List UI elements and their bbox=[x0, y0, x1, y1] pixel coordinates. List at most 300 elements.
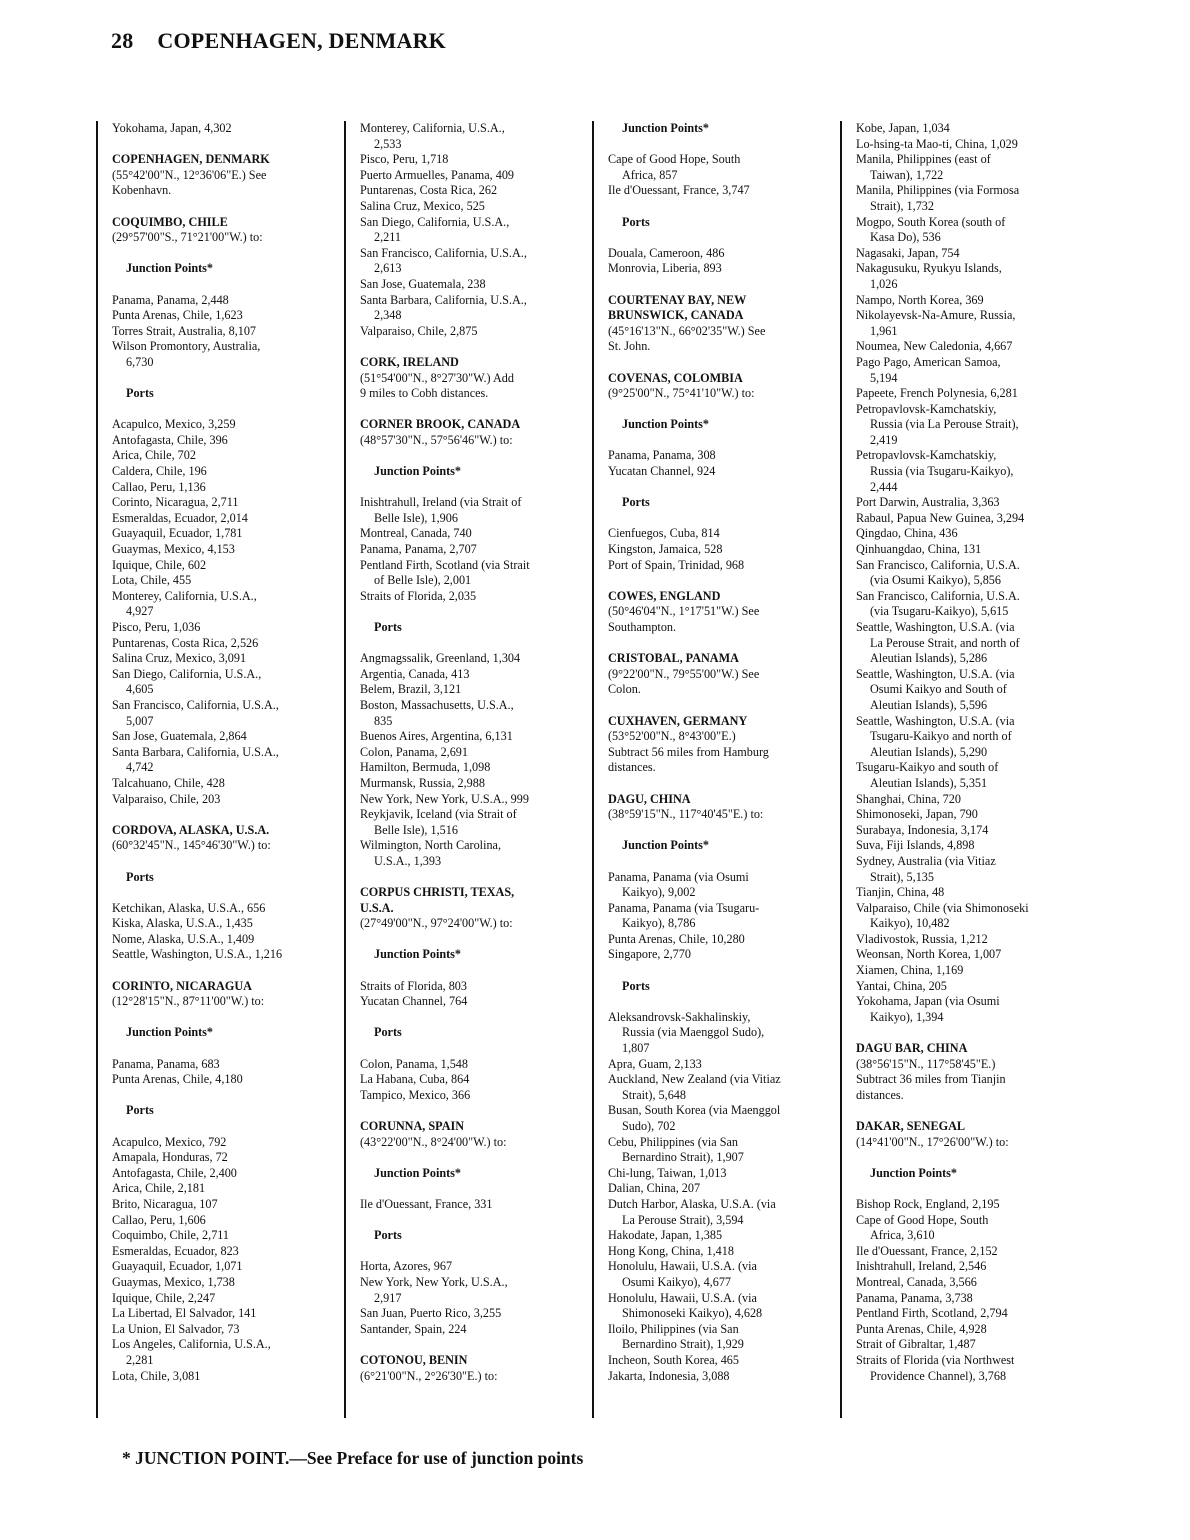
entry-line: (50°46'04"N., 1°17'51"W.) See bbox=[608, 604, 760, 619]
entry-line: Kaikyo), 8,786 bbox=[622, 916, 696, 931]
entry-line: Apra, Guam, 2,133 bbox=[608, 1056, 702, 1071]
entry-line: Salina Cruz, Mexico, 3,091 bbox=[112, 651, 247, 666]
subheading: Junction Points* bbox=[374, 464, 462, 479]
entry-line: Kobenhavn. bbox=[112, 183, 172, 198]
entry-line: La Libertad, El Salvador, 141 bbox=[112, 1306, 257, 1321]
entry-line: Santa Barbara, California, U.S.A., bbox=[112, 744, 279, 759]
entry-line: Pentland Firth, Scotland (via Strait bbox=[360, 557, 530, 572]
entry-line: 2,211 bbox=[374, 230, 401, 245]
entry-line: Suva, Fiji Islands, 4,898 bbox=[856, 838, 975, 853]
entry-line: Petropavlovsk-Kamchatskiy, bbox=[856, 448, 997, 463]
entry-line: Shanghai, China, 720 bbox=[856, 791, 961, 806]
entry-line: Tampico, Mexico, 366 bbox=[360, 1087, 471, 1102]
entry-line: Inishtrahull, Ireland, 2,546 bbox=[856, 1259, 987, 1274]
spacer bbox=[112, 1119, 324, 1135]
entry-line: Kaikyo), 9,002 bbox=[622, 885, 696, 900]
entry-line: Coquimbo, Chile, 2,711 bbox=[112, 1228, 230, 1243]
spacer bbox=[112, 402, 324, 418]
spacer bbox=[608, 433, 824, 449]
entry-line: Iquique, Chile, 2,247 bbox=[112, 1290, 216, 1305]
entry-line: 9 miles to Cobh distances. bbox=[360, 386, 489, 401]
entry-line: Colon, Panama, 2,691 bbox=[360, 744, 468, 759]
spacer bbox=[608, 636, 824, 652]
entry-line: Guaymas, Mexico, 1,738 bbox=[112, 1274, 235, 1289]
entry-line: Punta Arenas, Chile, 4,928 bbox=[856, 1321, 987, 1336]
subheading: Junction Points* bbox=[126, 261, 214, 276]
column-3 bbox=[592, 121, 824, 1418]
spacer bbox=[112, 199, 324, 215]
entry-line: Strait), 5,135 bbox=[870, 869, 934, 884]
entry-line: Lo-hsing-ta Mao-ti, China, 1,029 bbox=[856, 136, 1018, 151]
entry-line: Manila, Philippines (via Formosa bbox=[856, 183, 1020, 198]
entry-line: Esmeraldas, Ecuador, 823 bbox=[112, 1243, 239, 1258]
entry-line: Ile d'Ouessant, France, 331 bbox=[360, 1196, 493, 1211]
entry-line: Antofagasta, Chile, 2,400 bbox=[112, 1165, 237, 1180]
entry-line: Tsugaru-Kaikyo and north of bbox=[870, 729, 1012, 744]
spacer bbox=[112, 137, 324, 153]
entry-line: Puntarenas, Costa Rica, 2,526 bbox=[112, 635, 259, 650]
entry-line: Incheon, South Korea, 465 bbox=[608, 1352, 739, 1367]
column-4 bbox=[840, 121, 1070, 1418]
entry-line: 2,444 bbox=[870, 479, 898, 494]
entry-line: Guayaquil, Ecuador, 1,071 bbox=[112, 1259, 243, 1274]
entry-line: 5,007 bbox=[126, 713, 154, 728]
spacer bbox=[112, 1041, 324, 1057]
spacer bbox=[360, 339, 576, 355]
entry-line: Strait of Gibraltar, 1,487 bbox=[856, 1337, 976, 1352]
entry-line: U.S.A., 1,393 bbox=[374, 853, 442, 868]
subheading: Ports bbox=[622, 214, 650, 229]
subheading: Ports bbox=[126, 386, 154, 401]
subheading: Ports bbox=[622, 978, 650, 993]
entry-line: Guaymas, Mexico, 4,153 bbox=[112, 542, 235, 557]
spacer bbox=[856, 1150, 1070, 1166]
entry-line: Kingston, Jamaica, 528 bbox=[608, 542, 723, 557]
subheading: Ports bbox=[374, 1228, 402, 1243]
entry-line: Panama, Panama, 308 bbox=[608, 448, 716, 463]
entry-line: Monterey, California, U.S.A., bbox=[360, 121, 505, 135]
entry-line: Africa, 857 bbox=[622, 167, 678, 182]
entry-line: distances. bbox=[608, 760, 656, 775]
entry-line: Taiwan), 1,722 bbox=[870, 167, 944, 182]
entry-line: Douala, Cameroon, 486 bbox=[608, 245, 725, 260]
entry-line: Bernardino Strait), 1,929 bbox=[622, 1337, 744, 1352]
spacer bbox=[360, 1150, 576, 1166]
entry-line: (12°28'15"N., 87°11'00"W.) to: bbox=[112, 994, 265, 1009]
entry-line: La Union, El Salvador, 73 bbox=[112, 1321, 240, 1336]
subheading: Junction Points* bbox=[622, 838, 710, 853]
entry-line: Pentland Firth, Scotland, 2,794 bbox=[856, 1306, 1008, 1321]
entry-line: 1,807 bbox=[622, 1041, 650, 1056]
entry-line: Valparaiso, Chile, 2,875 bbox=[360, 323, 478, 338]
entry-line: Panama, Panama (via Tsugaru- bbox=[608, 900, 760, 915]
spacer bbox=[856, 1103, 1070, 1119]
entry-line: Guayaquil, Ecuador, 1,781 bbox=[112, 526, 243, 541]
entry-line: (51°54'00"N., 8°27'30"W.) Add bbox=[360, 370, 514, 385]
entry-line: (53°52'00"N., 8°43'00"E.) bbox=[608, 729, 736, 744]
entry-heading: COTONOU, BENIN bbox=[360, 1352, 468, 1367]
entry-line: Amapala, Honduras, 72 bbox=[112, 1150, 228, 1165]
entry-line: Busan, South Korea (via Maenggol bbox=[608, 1103, 781, 1118]
entry-line: Honolulu, Hawaii, U.S.A. (via bbox=[608, 1290, 757, 1305]
entry-line: Panama, Panama (via Osumi bbox=[608, 869, 749, 884]
entry-line: Lota, Chile, 455 bbox=[112, 573, 192, 588]
entry-line: Cebu, Philippines (via San bbox=[608, 1134, 738, 1149]
spacer bbox=[112, 1010, 324, 1026]
spacer bbox=[360, 1213, 576, 1229]
entry-line: Vladivostok, Russia, 1,212 bbox=[856, 931, 988, 946]
subheading: Junction Points* bbox=[126, 1025, 214, 1040]
entry-line: Buenos Aires, Argentina, 6,131 bbox=[360, 729, 513, 744]
entry-line: Hakodate, Japan, 1,385 bbox=[608, 1228, 723, 1243]
entry-line: 2,419 bbox=[870, 432, 898, 447]
entry-line: Port Darwin, Australia, 3,363 bbox=[856, 495, 1000, 510]
entry-line: Montreal, Canada, 740 bbox=[360, 526, 472, 541]
entry-line: Caldera, Chile, 196 bbox=[112, 464, 207, 479]
entry-line: Cape of Good Hope, South bbox=[856, 1212, 989, 1227]
entry-line: Seattle, Washington, U.S.A., 1,216 bbox=[112, 947, 283, 962]
entry-line: 4,605 bbox=[126, 682, 154, 697]
entry-line: Russia (via Tsugaru-Kaikyo), bbox=[870, 464, 1014, 479]
entry-heading: CORDOVA, ALASKA, U.S.A. bbox=[112, 822, 270, 837]
subheading: Junction Points* bbox=[622, 417, 710, 432]
entry-line: Singapore, 2,770 bbox=[608, 947, 691, 962]
entry-line: Seattle, Washington, U.S.A. (via bbox=[856, 620, 1015, 634]
entry-line: Southampton. bbox=[608, 620, 677, 634]
junction-point-footnote: * JUNCTION POINT.—See Preface for use of junction points bbox=[122, 1448, 584, 1468]
entry-heading: CORUNNA, SPAIN bbox=[360, 1119, 465, 1133]
entry-line: Shimonoseki, Japan, 790 bbox=[856, 807, 978, 822]
entry-line: Cape of Good Hope, South bbox=[608, 152, 741, 167]
entry-line: Lota, Chile, 3,081 bbox=[112, 1368, 201, 1383]
entry-line: La Perouse Strait), 3,594 bbox=[622, 1212, 744, 1227]
entry-line: Papeete, French Polynesia, 6,281 bbox=[856, 386, 1018, 401]
entry-line: Acapulco, Mexico, 3,259 bbox=[112, 417, 236, 432]
entry-line: Monterey, California, U.S.A., bbox=[112, 588, 257, 603]
entry-line: Nikolayevsk-Na-Amure, Russia, bbox=[856, 308, 1016, 323]
entry-line: Punta Arenas, Chile, 1,623 bbox=[112, 308, 243, 323]
entry-line: Providence Channel), 3,768 bbox=[870, 1368, 1007, 1383]
entry-line: Panama, Panama, 2,707 bbox=[360, 542, 477, 557]
entry-line: Santa Barbara, California, U.S.A., bbox=[360, 292, 527, 307]
entry-line: Angmagssalik, Greenland, 1,304 bbox=[360, 651, 521, 666]
entry-line: Pisco, Peru, 1,718 bbox=[360, 152, 449, 167]
entry-line: Kaikyo), 1,394 bbox=[870, 1009, 944, 1024]
entry-line: La Perouse Strait, and north of bbox=[870, 635, 1020, 650]
spacer bbox=[608, 573, 824, 589]
spacer bbox=[112, 854, 324, 870]
entry-line: Horta, Azores, 967 bbox=[360, 1259, 453, 1274]
entry-line: Subtract 36 miles from Tianjin bbox=[856, 1072, 1006, 1087]
entry-line: New York, New York, U.S.A., 999 bbox=[360, 791, 529, 806]
entry-line: Panama, Panama, 683 bbox=[112, 1056, 220, 1071]
entry-line: Ketchikan, Alaska, U.S.A., 656 bbox=[112, 900, 266, 915]
entry-line: Nagasaki, Japan, 754 bbox=[856, 245, 960, 260]
spacer bbox=[360, 1041, 576, 1057]
subheading: Ports bbox=[374, 1025, 402, 1040]
entry-line: (29°57'00"S., 71°21'00"W.) to: bbox=[112, 230, 263, 245]
spacer bbox=[112, 1088, 324, 1104]
entry-line: Yokohama, Japan, 4,302 bbox=[112, 121, 232, 135]
subheading: Ports bbox=[126, 1103, 154, 1118]
entry-heading: COWES, ENGLAND bbox=[608, 588, 721, 603]
entry-line: Cienfuegos, Cuba, 814 bbox=[608, 526, 720, 541]
subheading: Ports bbox=[622, 495, 650, 510]
entry-line: Aleutian Islands), 5,290 bbox=[870, 744, 988, 759]
entry-line: 2,533 bbox=[374, 136, 402, 151]
entry-line: Kiska, Alaska, U.S.A., 1,435 bbox=[112, 916, 253, 931]
entry-line: Punta Arenas, Chile, 4,180 bbox=[112, 1072, 243, 1087]
entry-line: Panama, Panama, 3,738 bbox=[856, 1290, 973, 1305]
entry-line: Kobe, Japan, 1,034 bbox=[856, 121, 950, 135]
subheading: Junction Points* bbox=[870, 1165, 958, 1180]
entry-line: 2,917 bbox=[374, 1290, 402, 1305]
entry-line: Nakagusuku, Ryukyu Islands, bbox=[856, 261, 1002, 276]
entry-heading: CUXHAVEN, GERMANY bbox=[608, 713, 748, 728]
entry-line: La Habana, Cuba, 864 bbox=[360, 1072, 470, 1087]
entry-line: St. John. bbox=[608, 339, 651, 354]
entry-line: Subtract 56 miles from Hamburg bbox=[608, 744, 769, 759]
entry-line: Puerto Armuelles, Panama, 409 bbox=[360, 167, 515, 182]
spacer bbox=[360, 963, 576, 979]
entry-heading: CORNER BROOK, CANADA bbox=[360, 417, 521, 432]
entry-line: (45°16'13"N., 66°02'35"W.) See bbox=[608, 323, 766, 338]
column-1 bbox=[96, 121, 324, 1418]
page-header bbox=[111, 28, 446, 54]
entry-heading: CORPUS CHRISTI, TEXAS, bbox=[360, 885, 515, 900]
subheading: Junction Points* bbox=[374, 947, 462, 962]
entry-line: New York, New York, U.S.A., bbox=[360, 1274, 508, 1289]
spacer bbox=[608, 199, 824, 215]
entry-line: Noumea, New Caledonia, 4,667 bbox=[856, 339, 1013, 354]
entry-line: Africa, 3,610 bbox=[870, 1228, 935, 1243]
entry-line: Los Angeles, California, U.S.A., bbox=[112, 1337, 271, 1352]
entry-line: Iquique, Chile, 602 bbox=[112, 557, 207, 572]
spacer bbox=[112, 277, 324, 293]
entry-line: (43°22'00"N., 8°24'00"W.) to: bbox=[360, 1134, 507, 1149]
entry-line: 2,348 bbox=[374, 308, 402, 323]
entry-line: Rabaul, Papua New Guinea, 3,294 bbox=[856, 510, 1025, 525]
entry-line: (55°42'00"N., 12°36'06"E.) See bbox=[112, 167, 267, 182]
entry-line: San Francisco, California, U.S.A., bbox=[360, 245, 527, 260]
spacer bbox=[112, 807, 324, 823]
spacer bbox=[360, 870, 576, 886]
entry-heading: COVENAS, COLOMBIA bbox=[608, 370, 743, 385]
spacer bbox=[112, 371, 324, 387]
entry-line: Straits of Florida, 2,035 bbox=[360, 588, 477, 603]
entry-line: Qingdao, China, 436 bbox=[856, 526, 958, 541]
entry-line: 5,194 bbox=[870, 370, 898, 385]
entry-line: San Jose, Guatemala, 238 bbox=[360, 276, 486, 291]
spacer bbox=[856, 1181, 1070, 1197]
entry-line: (38°56'15"N., 117°58'45"E.) bbox=[856, 1056, 996, 1071]
spacer bbox=[608, 277, 824, 293]
entry-line: 6,730 bbox=[126, 354, 154, 369]
subheading: Junction Points* bbox=[622, 121, 710, 135]
entry-line: San Diego, California, U.S.A., bbox=[360, 214, 510, 229]
subheading: Junction Points* bbox=[374, 1165, 462, 1180]
entry-line: 835 bbox=[374, 713, 393, 728]
entry-heading: DAGU, CHINA bbox=[608, 791, 691, 806]
entry-line: Jakarta, Indonesia, 3,088 bbox=[608, 1368, 730, 1383]
entry-line: Yucatan Channel, 764 bbox=[360, 994, 468, 1009]
spacer bbox=[608, 994, 824, 1010]
entry-line: Valparaiso, Chile (via Shimonoseki bbox=[856, 900, 1029, 915]
entry-line: (60°32'45"N., 145°46'30"W.) to: bbox=[112, 838, 271, 853]
spacer bbox=[112, 246, 324, 262]
entry-line: Shimonoseki Kaikyo), 4,628 bbox=[622, 1306, 763, 1321]
entry-line: Callao, Peru, 1,136 bbox=[112, 479, 206, 494]
entry-line: Santander, Spain, 224 bbox=[360, 1321, 467, 1336]
entry-line: Xiamen, China, 1,169 bbox=[856, 963, 964, 978]
entry-line: Colon. bbox=[608, 682, 641, 697]
entry-line: Esmeraldas, Ecuador, 2,014 bbox=[112, 510, 248, 525]
entry-line: 1,961 bbox=[870, 323, 898, 338]
entry-line: Nome, Alaska, U.S.A., 1,409 bbox=[112, 931, 255, 946]
entry-line: 4,927 bbox=[126, 604, 154, 619]
entry-line: Kasa Do), 536 bbox=[870, 230, 941, 245]
entry-line: (9°25'00"N., 75°41'10"W.) to: bbox=[608, 386, 755, 401]
entry-line: Panama, Panama, 2,448 bbox=[112, 292, 229, 307]
entry-line: Osumi Kaikyo), 4,677 bbox=[622, 1274, 732, 1289]
spacer bbox=[360, 448, 576, 464]
entry-line: Inishtrahull, Ireland (via Strait of bbox=[360, 495, 522, 510]
spacer bbox=[360, 402, 576, 418]
entry-heading: BRUNSWICK, CANADA bbox=[608, 308, 744, 323]
entry-heading: COQUIMBO, CHILE bbox=[112, 214, 228, 229]
spacer bbox=[112, 885, 324, 901]
subheading: Ports bbox=[126, 869, 154, 884]
entry-line: 2,613 bbox=[374, 261, 402, 276]
entry-line: Strait), 1,732 bbox=[870, 198, 934, 213]
entry-line: San Francisco, California, U.S.A. bbox=[856, 557, 1020, 572]
entry-line: 1,026 bbox=[870, 276, 898, 291]
entry-line: Straits of Florida, 803 bbox=[360, 978, 467, 993]
entry-line: Wilson Promontory, Australia, bbox=[112, 339, 261, 354]
entry-line: Salina Cruz, Mexico, 525 bbox=[360, 198, 485, 213]
spacer bbox=[608, 823, 824, 839]
column-2 bbox=[344, 121, 576, 1418]
entry-line: (27°49'00"N., 97°24'00"W.) to: bbox=[360, 916, 513, 931]
spacer bbox=[360, 636, 576, 652]
entry-line: Antofagasta, Chile, 396 bbox=[112, 432, 228, 447]
entry-heading: CRISTOBAL, PANAMA bbox=[608, 651, 739, 666]
spacer bbox=[608, 854, 824, 870]
entry-line: Belle Isle), 1,906 bbox=[374, 510, 458, 525]
entry-line: Talcahuano, Chile, 428 bbox=[112, 775, 225, 790]
spacer bbox=[608, 230, 824, 246]
spacer bbox=[608, 698, 824, 714]
entry-line: (48°57'30"N., 57°56'46"W.) to: bbox=[360, 432, 513, 447]
entry-line: Yucatan Channel, 924 bbox=[608, 464, 716, 479]
entry-line: Sudo), 702 bbox=[622, 1119, 676, 1133]
entry-line: Port of Spain, Trinidad, 968 bbox=[608, 557, 745, 572]
entry-line: Aleksandrovsk-Sakhalinskiy, bbox=[608, 1009, 751, 1024]
entry-line: Belem, Brazil, 3,121 bbox=[360, 682, 462, 697]
entry-line: Wilmington, North Carolina, bbox=[360, 838, 502, 853]
entry-line: Arica, Chile, 702 bbox=[112, 448, 196, 463]
entry-line: Brito, Nicaragua, 107 bbox=[112, 1196, 218, 1211]
entry-line: Yokohama, Japan (via Osumi bbox=[856, 994, 1000, 1009]
entry-line: Seattle, Washington, U.S.A. (via bbox=[856, 666, 1015, 681]
entry-line: San Jose, Guatemala, 2,864 bbox=[112, 729, 247, 744]
spacer bbox=[608, 511, 824, 527]
entry-line: Murmansk, Russia, 2,988 bbox=[360, 775, 485, 790]
spacer bbox=[608, 355, 824, 371]
entry-line: Chi-lung, Taiwan, 1,013 bbox=[608, 1165, 727, 1180]
entry-line: Callao, Peru, 1,606 bbox=[112, 1212, 206, 1227]
subheading: Ports bbox=[374, 620, 402, 634]
entry-heading: CORK, IRELAND bbox=[360, 354, 459, 369]
entry-line: Pisco, Peru, 1,036 bbox=[112, 620, 201, 634]
entry-line: Nampo, North Korea, 369 bbox=[856, 292, 984, 307]
entry-line: Belle Isle), 1,516 bbox=[374, 822, 458, 837]
spacer bbox=[608, 963, 824, 979]
spacer bbox=[360, 480, 576, 496]
entry-heading: COURTENAY BAY, NEW bbox=[608, 292, 747, 307]
entry-line: Monrovia, Liberia, 893 bbox=[608, 261, 722, 276]
entry-line: San Diego, California, U.S.A., bbox=[112, 666, 262, 681]
entry-line: Aleutian Islands), 5,351 bbox=[870, 775, 988, 790]
entry-line: Bernardino Strait), 1,907 bbox=[622, 1150, 744, 1165]
page-number: 28 bbox=[111, 28, 134, 53]
spacer bbox=[112, 963, 324, 979]
entry-line: 2,281 bbox=[126, 1352, 154, 1367]
entry-line: Puntarenas, Costa Rica, 262 bbox=[360, 183, 498, 198]
entry-line: (14°41'00"N., 17°26'00"W.) to: bbox=[856, 1134, 1009, 1149]
entry-line: Aleutian Islands), 5,286 bbox=[870, 651, 988, 666]
spacer bbox=[360, 1244, 576, 1260]
spacer bbox=[360, 932, 576, 948]
entry-line: Dutch Harbor, Alaska, U.S.A. (via bbox=[608, 1196, 776, 1211]
entry-line: Seattle, Washington, U.S.A. (via bbox=[856, 713, 1015, 728]
entry-line: Surabaya, Indonesia, 3,174 bbox=[856, 822, 989, 837]
entry-line: Valparaiso, Chile, 203 bbox=[112, 791, 221, 806]
entry-line: Arica, Chile, 2,181 bbox=[112, 1181, 206, 1196]
entry-heading: COPENHAGEN, DENMARK bbox=[112, 152, 270, 167]
entry-line: Weonsan, North Korea, 1,007 bbox=[856, 947, 1002, 962]
entry-line: (38°59'15"N., 117°40'45"E.) to: bbox=[608, 807, 764, 822]
entry-line: San Juan, Puerto Rico, 3,255 bbox=[360, 1306, 502, 1321]
entry-heading: DAKAR, SENEGAL bbox=[856, 1119, 966, 1133]
entry-line: of Belle Isle), 2,001 bbox=[374, 573, 472, 588]
spacer bbox=[608, 137, 824, 153]
spacer bbox=[608, 776, 824, 792]
page-title: COPENHAGEN, DENMARK bbox=[157, 28, 446, 53]
entry-line: Yantai, China, 205 bbox=[856, 978, 947, 993]
spacer bbox=[608, 402, 824, 418]
spacer bbox=[360, 1103, 576, 1119]
entry-line: Auckland, New Zealand (via Vitiaz bbox=[608, 1072, 781, 1087]
entry-line: Qinhuangdao, China, 131 bbox=[856, 542, 982, 557]
spacer bbox=[360, 1010, 576, 1026]
entry-line: Aleutian Islands), 5,596 bbox=[870, 697, 988, 712]
entry-line: (via Tsugaru-Kaikyo), 5,615 bbox=[870, 604, 1009, 619]
spacer bbox=[360, 604, 576, 620]
entry-line: Montreal, Canada, 3,566 bbox=[856, 1274, 977, 1289]
entry-line: Colon, Panama, 1,548 bbox=[360, 1056, 468, 1071]
entry-line: Ile d'Ouessant, France, 2,152 bbox=[856, 1243, 998, 1258]
entry-line: Bishop Rock, England, 2,195 bbox=[856, 1196, 1000, 1211]
entry-heading: CORINTO, NICARAGUA bbox=[112, 978, 252, 993]
entry-line: Pago Pago, American Samoa, bbox=[856, 354, 1001, 369]
entry-heading: U.S.A. bbox=[360, 900, 394, 915]
entry-line: (6°21'00"N., 2°26'30"E.) to: bbox=[360, 1368, 498, 1383]
entry-line: Kaikyo), 10,482 bbox=[870, 916, 950, 931]
entry-line: San Francisco, California, U.S.A., bbox=[112, 697, 279, 712]
entry-line: Corinto, Nicaragua, 2,711 bbox=[112, 495, 239, 510]
entry-line: 4,742 bbox=[126, 760, 154, 775]
